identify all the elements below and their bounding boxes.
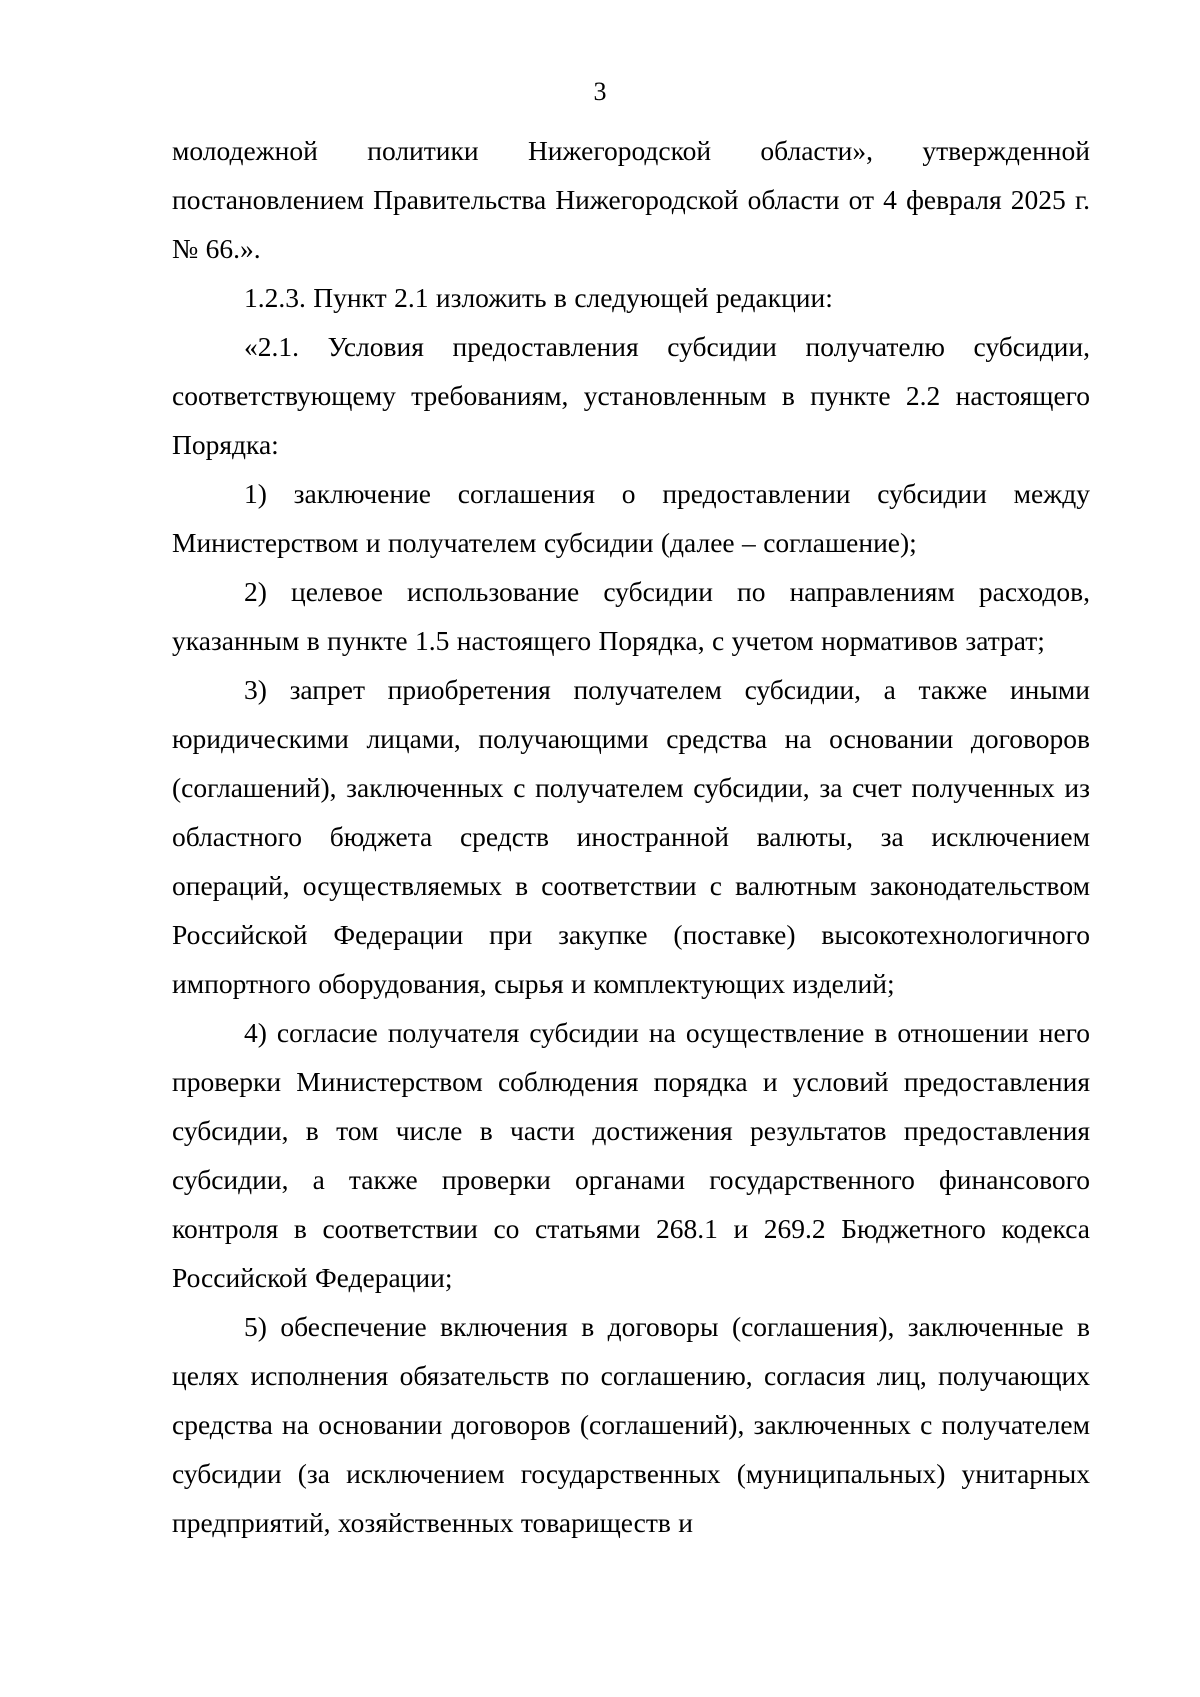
list-item-4: 4) согласие получателя субсидии на осуществление в отношении него проверки Министерством соблюдения порядка и условий предоставления субсидии, в том числе в части достижения результатов предоставления субсидии, а также проверки органами государственного финансового контроля в соответствии со статьями 268.1 и 269.2 Бюджетного кодекса Российской Федерации;: [172, 1017, 1090, 1293]
document-body: [172, 126, 1090, 1547]
list-item-2: 2) целевое использование субсидии по направлениям расходов, указанным в пункте 1.5 настоящего Порядка, с учетом нормативов затрат;: [172, 576, 1090, 656]
page-number: 3: [593, 77, 607, 106]
list-item-5: 5) обеспечение включения в договоры (соглашения), заключенные в целях исполнения обязательств по соглашению, согласия лиц, получающих средства на основании договоров (соглашений), заключенных с получателем субсидии (за исключением государственных (муниципальных) унитарных предприятий, хозяйственных товариществ и: [172, 1311, 1090, 1538]
paragraph-clause-2-1: «2.1. Условия предоставления субсидии получателю субсидии, соответствующему требованиям, установленным в пункте 2.2 настоящего Порядка:: [172, 331, 1090, 460]
list-item-1: 1) заключение соглашения о предоставлении субсидии между Министерством и получателем субсидии (далее – соглашение);: [172, 478, 1090, 558]
list-item-3: 3) запрет приобретения получателем субсидии, а также иными юридическими лицами, получающими средства на основании договоров (соглашений), заключенных с получателем субсидии, за счет полученных из областного бюджета средств иностранной валюты, за исключением операций, осуществляемых в соответствии с валютным законодательством Российской Федерации при закупке (поставке) высокотехнологичного импортного оборудования, сырья и комплектующих изделий;: [172, 674, 1090, 999]
paragraph-clause-1-2-3: 1.2.3. Пункт 2.1 изложить в следующей редакции:: [244, 282, 833, 313]
paragraph-continuation: молодежной политики Нижегородской области», утвержденной постановлением Правительства Нижегородской области от 4 февраля 2025 г. № 66.».: [172, 135, 1090, 264]
